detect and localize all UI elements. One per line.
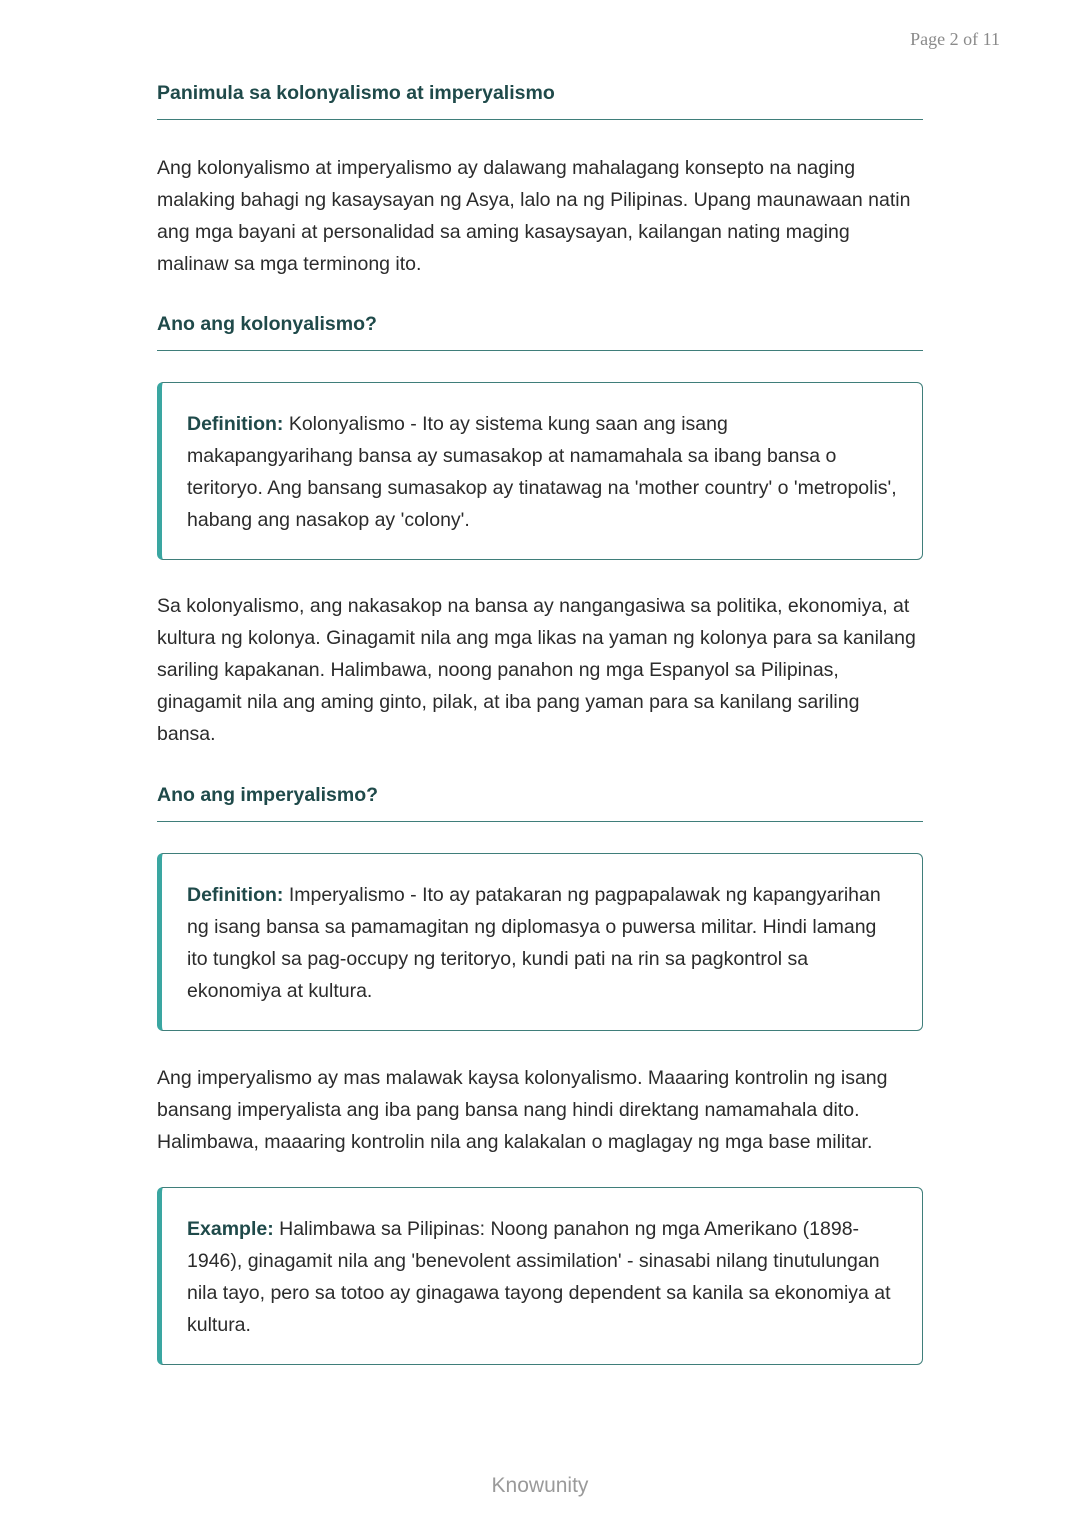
- example-callout: [157, 1187, 923, 1365]
- definition-text: Imperyalismo - Ito ay patakaran ng pagpapalawak ng kapangyarihan ng isang bansa sa pamamagitan ng diplomasya o puwersa militar. Hindi lamang ito tungkol sa pag-occupy ng teritoryo, kundi pati na rin sa pagkontrol sa ekonomiya at kultura.: [187, 884, 881, 1002]
- imperialism-paragraph: Ang imperyalismo ay mas malawak kaysa kolonyalismo. Maaaring kontrolin ng isang bansang imperyalista ang iba pang bansa nang hindi direktang namamahala dito. Halimbawa, maaaring kontrolin nila ang kalakalan o maglagay ng mga base militar.: [157, 1067, 888, 1153]
- definition-label: Definition:: [187, 413, 284, 435]
- example-label: Example:: [187, 1218, 274, 1240]
- section-intro: [157, 82, 923, 120]
- section-heading-imperialism: Ano ang imperyalismo?: [157, 784, 923, 822]
- definition-callout-colonialism: [157, 382, 923, 560]
- definition-text: Kolonyalismo - Ito ay sistema kung saan ang isang makapangyarihang bansa ay sumasakop at namamahala sa ibang bansa o teritoryo. Ang bansang sumasakop ay tinatawag na 'mother country' o 'metropolis', habang ang nasakop ay 'colony'.: [187, 413, 897, 531]
- section-heading-colonialism: Ano ang kolonyalismo?: [157, 313, 923, 351]
- section-colonialism: [157, 313, 923, 351]
- page-indicator: Page 2 of 11: [910, 29, 1000, 49]
- definition-label: Definition:: [187, 884, 284, 906]
- footer-brand-logo: Knowunity: [491, 1474, 589, 1497]
- section-heading-intro: Panimula sa kolonyalismo at imperyalismo: [157, 82, 923, 120]
- section-imperialism: [157, 784, 923, 822]
- definition-callout-imperialism: [157, 853, 923, 1031]
- colonialism-paragraph: Sa kolonyalismo, ang nakasakop na bansa ay nangangasiwa sa politika, ekonomiya, at kultura ng kolonya. Ginagamit nila ang mga likas na yaman ng kolonya para sa kanilang sariling kapakanan. Halimbawa, noong panahon ng mga Espanyol sa Pilipinas, ginagamit nila ang aming ginto, pilak, at iba pang yaman para sa kanilang sariling bansa.: [157, 595, 916, 745]
- intro-paragraph: Ang kolonyalismo at imperyalismo ay dalawang mahalagang konsepto na naging malaking bahagi ng kasaysayan ng Asya, lalo na ng Pilipinas. Upang maunawaan natin ang mga bayani at personalidad sa aming kasaysayan, kailangan nating maging malinaw sa mga terminong ito.: [157, 157, 911, 275]
- example-text: Halimbawa sa Pilipinas: Noong panahon ng mga Amerikano (1898-1946), ginagamit nila ang 'benevolent assimilation' - sinasabi nilang tinutulungan nila tayo, pero sa totoo ay ginagawa tayong dependent sa kanila sa ekonomiya at kultura.: [187, 1218, 891, 1336]
